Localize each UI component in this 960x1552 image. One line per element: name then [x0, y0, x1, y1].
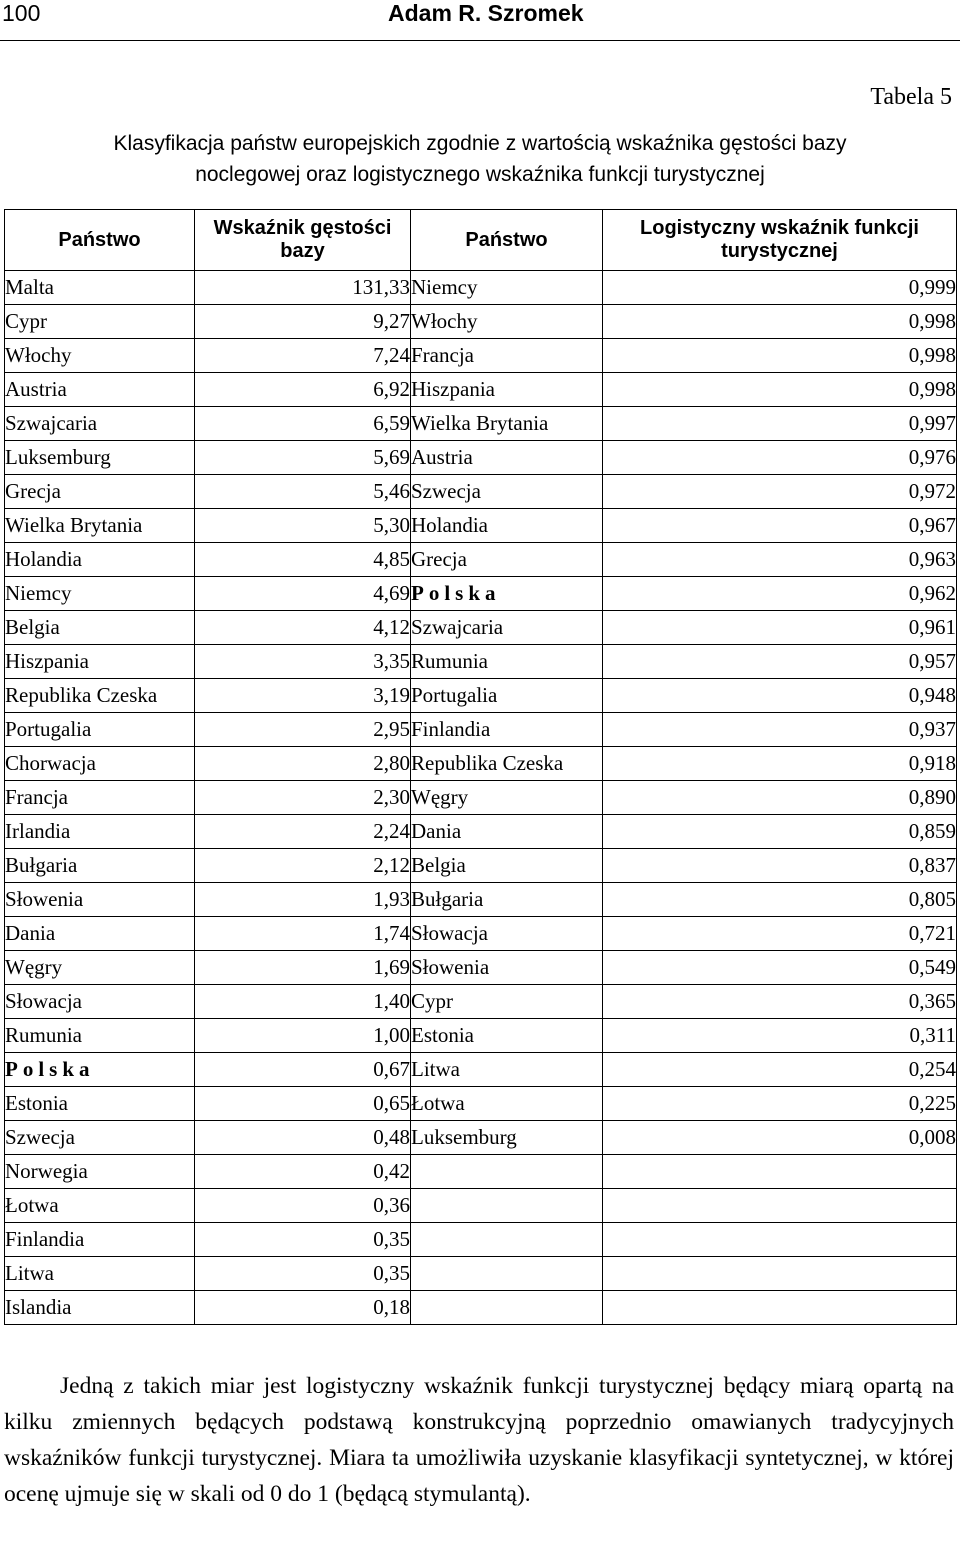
table-row — [5, 1257, 957, 1291]
cell-logistic-text: 0,957 — [908, 649, 956, 673]
cell-country-a — [5, 1291, 195, 1325]
cell-country-a-text: Polska — [5, 1057, 95, 1081]
cell-density-text: 6,92 — [373, 377, 410, 401]
cell-country-a — [5, 1223, 195, 1257]
table-title-line-1: Klasyfikacja państw europejskich zgodnie z wartością wskaźnika gęstości bazy — [113, 132, 847, 155]
cell-country-b-text: Szwecja — [411, 479, 481, 503]
column-header-country-a: Państwo — [5, 210, 195, 271]
cell-density — [195, 543, 411, 577]
cell-country-a-text: Belgia — [5, 615, 60, 639]
cell-density — [195, 1189, 411, 1223]
cell-logistic-text: 0,937 — [908, 717, 956, 741]
cell-density — [195, 305, 411, 339]
cell-country-b-text: Grecja — [411, 547, 467, 571]
cell-country-a — [5, 577, 195, 611]
cell-density — [195, 407, 411, 441]
cell-country-b — [411, 1155, 603, 1189]
table-row — [5, 951, 957, 985]
cell-country-b-text: Wielka Brytania — [411, 411, 549, 435]
table-row — [5, 747, 957, 781]
cell-logistic — [603, 917, 957, 951]
cell-country-b-text: Łotwa — [411, 1091, 465, 1115]
cell-density — [195, 1087, 411, 1121]
cell-country-b — [411, 849, 603, 883]
cell-logistic-text: 0,999 — [908, 275, 956, 299]
table-row — [5, 1121, 957, 1155]
cell-country-b — [411, 645, 603, 679]
cell-density — [195, 611, 411, 645]
table-row — [5, 305, 957, 339]
cell-country-a-text: Cypr — [5, 309, 47, 333]
cell-country-a-text: Austria — [5, 377, 67, 401]
cell-density-text: 1,69 — [373, 955, 410, 979]
table-row — [5, 271, 957, 305]
table-row — [5, 577, 957, 611]
cell-country-b-text: Luksemburg — [411, 1125, 517, 1149]
cell-logistic-text: 0,254 — [908, 1057, 956, 1081]
cell-country-b — [411, 951, 603, 985]
cell-logistic-text: 0,962 — [908, 581, 956, 605]
cell-density — [195, 1223, 411, 1257]
cell-country-a — [5, 407, 195, 441]
cell-country-a — [5, 509, 195, 543]
cell-logistic — [603, 339, 957, 373]
cell-country-a-text: Słowenia — [5, 887, 84, 911]
cell-density-text: 2,24 — [373, 819, 410, 843]
cell-density-text: 7,24 — [373, 343, 410, 367]
cell-density-text: 0,67 — [373, 1057, 410, 1081]
cell-country-b-text: Republika Czeska — [411, 751, 564, 775]
cell-country-a — [5, 679, 195, 713]
cell-country-a-text: Niemcy — [5, 581, 72, 605]
cell-density — [195, 1019, 411, 1053]
cell-logistic-text: 0,961 — [908, 615, 956, 639]
cell-country-b-text: Bułgaria — [411, 887, 484, 911]
cell-logistic-text: 0,972 — [908, 479, 956, 503]
cell-logistic — [603, 1223, 957, 1257]
cell-logistic — [603, 1121, 957, 1155]
cell-country-b — [411, 747, 603, 781]
cell-logistic — [603, 475, 957, 509]
cell-logistic-text: 0,998 — [908, 377, 956, 401]
cell-logistic-text: 0,997 — [908, 411, 956, 435]
cell-density-text: 5,69 — [373, 445, 410, 469]
cell-density-text: 4,69 — [373, 581, 410, 605]
cell-density — [195, 679, 411, 713]
cell-logistic — [603, 747, 957, 781]
cell-country-b — [411, 1291, 603, 1325]
cell-country-a-text: Słowacja — [5, 989, 82, 1013]
cell-country-a-text: Dania — [5, 921, 56, 945]
cell-country-a — [5, 645, 195, 679]
cell-logistic — [603, 883, 957, 917]
cell-density-text: 0,42 — [373, 1159, 410, 1183]
cell-density-text: 6,59 — [373, 411, 410, 435]
cell-country-a — [5, 441, 195, 475]
cell-density-text: 2,30 — [373, 785, 410, 809]
table-body — [5, 271, 957, 1325]
cell-logistic — [603, 1257, 957, 1291]
cell-country-b — [411, 271, 603, 305]
cell-country-b-text: Polska — [411, 581, 501, 605]
cell-country-b — [411, 1053, 603, 1087]
table-row — [5, 883, 957, 917]
cell-logistic-text: 0,963 — [908, 547, 956, 571]
cell-country-a-text: Węgry — [5, 955, 63, 979]
cell-country-a-text: Wielka Brytania — [5, 513, 143, 537]
cell-density — [195, 373, 411, 407]
cell-density — [195, 713, 411, 747]
cell-country-a-text: Grecja — [5, 479, 61, 503]
cell-country-b-text: Słowenia — [411, 955, 490, 979]
cell-logistic-text: 0,967 — [908, 513, 956, 537]
cell-country-b — [411, 883, 603, 917]
cell-logistic-text: 0,721 — [908, 921, 956, 945]
cell-country-a-text: Chorwacja — [5, 751, 96, 775]
cell-country-a — [5, 339, 195, 373]
column-header-density: Wskaźnik gęstości bazy — [195, 210, 411, 271]
cell-logistic — [603, 985, 957, 1019]
cell-logistic-text: 0,549 — [908, 955, 956, 979]
cell-logistic — [603, 1155, 957, 1189]
table-title-line-2: noclegowej oraz logistycznego wskaźnika funkcji turystycznej — [195, 163, 765, 186]
table-row — [5, 475, 957, 509]
cell-country-a — [5, 1257, 195, 1291]
table-row — [5, 407, 957, 441]
cell-logistic — [603, 815, 957, 849]
cell-density — [195, 1291, 411, 1325]
cell-country-b-text: Niemcy — [411, 275, 478, 299]
cell-density-text: 1,00 — [373, 1023, 410, 1047]
table-row — [5, 1019, 957, 1053]
cell-logistic-text: 0,948 — [908, 683, 956, 707]
table-number: Tabela 5 — [870, 84, 952, 110]
cell-country-b — [411, 611, 603, 645]
table-row — [5, 679, 957, 713]
cell-logistic — [603, 951, 957, 985]
cell-country-b-text: Włochy — [411, 309, 478, 333]
table-header-row — [5, 210, 957, 271]
cell-density-text: 2,95 — [373, 717, 410, 741]
table-row — [5, 1291, 957, 1325]
table-row — [5, 1223, 957, 1257]
cell-density — [195, 985, 411, 1019]
cell-density — [195, 441, 411, 475]
cell-logistic — [603, 713, 957, 747]
cell-density-text: 3,19 — [373, 683, 410, 707]
cell-country-a — [5, 271, 195, 305]
cell-country-a — [5, 713, 195, 747]
cell-country-b — [411, 543, 603, 577]
cell-country-b-text: Cypr — [411, 989, 453, 1013]
cell-country-b-text: Austria — [411, 445, 473, 469]
table-row — [5, 339, 957, 373]
cell-country-b-text: Holandia — [411, 513, 488, 537]
cell-density-text: 0,65 — [373, 1091, 410, 1115]
cell-density — [195, 475, 411, 509]
cell-density — [195, 747, 411, 781]
cell-country-a — [5, 883, 195, 917]
cell-density-text: 1,93 — [373, 887, 410, 911]
cell-density — [195, 1053, 411, 1087]
cell-country-b-text: Słowacja — [411, 921, 488, 945]
cell-country-b — [411, 305, 603, 339]
cell-density-text: 0,18 — [373, 1295, 410, 1319]
cell-country-a-text: Republika Czeska — [5, 683, 158, 707]
cell-logistic-text: 0,225 — [908, 1091, 956, 1115]
cell-country-b — [411, 1121, 603, 1155]
column-header-country-b: Państwo — [411, 210, 603, 271]
cell-logistic — [603, 1087, 957, 1121]
cell-country-a — [5, 917, 195, 951]
cell-density — [195, 509, 411, 543]
table-row — [5, 1189, 957, 1223]
classification-table — [4, 209, 957, 1325]
cell-country-b — [411, 441, 603, 475]
cell-density-text: 2,12 — [373, 853, 410, 877]
cell-country-a-text: Malta — [5, 275, 54, 299]
cell-density — [195, 339, 411, 373]
cell-country-b-text: Rumunia — [411, 649, 488, 673]
cell-country-b-text: Hiszpania — [411, 377, 495, 401]
cell-country-a-text: Szwecja — [5, 1125, 75, 1149]
cell-country-b — [411, 577, 603, 611]
table-row — [5, 713, 957, 747]
cell-country-b — [411, 781, 603, 815]
cell-country-a — [5, 815, 195, 849]
cell-logistic-text: 0,918 — [908, 751, 956, 775]
cell-density — [195, 577, 411, 611]
cell-density-text: 4,12 — [373, 615, 410, 639]
table-row — [5, 781, 957, 815]
cell-density — [195, 849, 411, 883]
cell-country-b — [411, 1087, 603, 1121]
cell-country-b — [411, 679, 603, 713]
cell-density-text: 4,85 — [373, 547, 410, 571]
cell-country-a-text: Norwegia — [5, 1159, 88, 1183]
cell-country-b — [411, 339, 603, 373]
cell-logistic — [603, 543, 957, 577]
cell-logistic — [603, 577, 957, 611]
cell-country-a — [5, 1189, 195, 1223]
cell-density — [195, 1257, 411, 1291]
cell-density-text: 9,27 — [373, 309, 410, 333]
cell-density — [195, 951, 411, 985]
cell-country-a — [5, 1155, 195, 1189]
page-number: 100 — [2, 0, 41, 26]
running-author: Adam R. Szromek — [388, 0, 584, 26]
cell-density — [195, 645, 411, 679]
table-title — [0, 128, 960, 190]
cell-country-b-text: Węgry — [411, 785, 469, 809]
cell-logistic — [603, 1019, 957, 1053]
cell-country-a — [5, 1087, 195, 1121]
cell-density — [195, 271, 411, 305]
cell-country-b — [411, 1223, 603, 1257]
cell-country-a — [5, 849, 195, 883]
cell-logistic — [603, 271, 957, 305]
cell-density-text: 5,30 — [373, 513, 410, 537]
cell-country-b — [411, 1257, 603, 1291]
cell-country-b-text: Estonia — [411, 1023, 474, 1047]
table-row — [5, 509, 957, 543]
page-header — [0, 0, 960, 40]
cell-country-a — [5, 1053, 195, 1087]
cell-country-b — [411, 509, 603, 543]
cell-country-a — [5, 781, 195, 815]
cell-country-b-text: Portugalia — [411, 683, 498, 707]
cell-logistic — [603, 781, 957, 815]
cell-density — [195, 917, 411, 951]
cell-logistic — [603, 611, 957, 645]
cell-logistic — [603, 1053, 957, 1087]
cell-density-text: 1,40 — [373, 989, 410, 1013]
cell-country-b — [411, 985, 603, 1019]
cell-country-a-text: Finlandia — [5, 1227, 85, 1251]
cell-country-a — [5, 373, 195, 407]
cell-country-a — [5, 747, 195, 781]
cell-logistic — [603, 679, 957, 713]
cell-country-a — [5, 985, 195, 1019]
cell-density-text: 131,33 — [352, 275, 410, 299]
cell-country-a-text: Litwa — [5, 1261, 54, 1285]
cell-country-a — [5, 543, 195, 577]
cell-country-a-text: Holandia — [5, 547, 82, 571]
cell-country-a-text: Francja — [5, 785, 68, 809]
cell-logistic — [603, 373, 957, 407]
cell-logistic — [603, 645, 957, 679]
cell-country-b-text: Litwa — [411, 1057, 460, 1081]
cell-country-a-text: Portugalia — [5, 717, 92, 741]
cell-density — [195, 1121, 411, 1155]
cell-country-a-text: Szwajcaria — [5, 411, 98, 435]
cell-logistic — [603, 441, 957, 475]
cell-country-a — [5, 1121, 195, 1155]
cell-logistic-text: 0,365 — [908, 989, 956, 1013]
cell-country-b — [411, 373, 603, 407]
table-row — [5, 645, 957, 679]
cell-density — [195, 1155, 411, 1189]
cell-density — [195, 883, 411, 917]
cell-country-b — [411, 815, 603, 849]
cell-country-b-text: Francja — [411, 343, 474, 367]
cell-country-b-text: Finlandia — [411, 717, 491, 741]
table-row — [5, 611, 957, 645]
cell-country-b — [411, 1019, 603, 1053]
cell-country-b-text: Szwajcaria — [411, 615, 504, 639]
cell-country-a-text: Bułgaria — [5, 853, 78, 877]
table-row — [5, 1155, 957, 1189]
table-row — [5, 985, 957, 1019]
body-paragraph: Jedną z takich miar jest logistyczny wskaźnik funkcji turystycznej będący miarą opartą na kilku zmiennych będących podstawą konstrukcyjną poprzednio omawianych tradycyjnych wskaźników funkcji turystycznej. Miara ta umożliwiła uzyskanie klasyfikacji syntetycznej, w której ocenę ujmuje się w skali od 0 do 1 (będącą stymulantą). — [4, 1373, 954, 1507]
cell-country-a-text: Rumunia — [5, 1023, 82, 1047]
cell-country-a-text: Estonia — [5, 1091, 68, 1115]
cell-country-a-text: Irlandia — [5, 819, 71, 843]
cell-logistic-text: 0,008 — [908, 1125, 956, 1149]
table-row — [5, 849, 957, 883]
cell-density-text: 0,35 — [373, 1227, 410, 1251]
cell-logistic-text: 0,890 — [908, 785, 956, 809]
cell-density-text: 2,80 — [373, 751, 410, 775]
column-header-logistic: Logistyczny wskaźnik funkcji turystycznej — [603, 210, 957, 271]
cell-logistic-text: 0,998 — [908, 309, 956, 333]
cell-density-text: 3,35 — [373, 649, 410, 673]
table-row — [5, 543, 957, 577]
body-text — [4, 1368, 954, 1512]
cell-logistic — [603, 1291, 957, 1325]
cell-country-a — [5, 305, 195, 339]
header-rule — [0, 40, 960, 41]
cell-logistic-text: 0,837 — [908, 853, 956, 877]
cell-country-b — [411, 917, 603, 951]
cell-logistic-text: 0,805 — [908, 887, 956, 911]
table-row — [5, 441, 957, 475]
cell-country-a — [5, 475, 195, 509]
table-row — [5, 815, 957, 849]
cell-density-text: 0,48 — [373, 1125, 410, 1149]
cell-country-a-text: Hiszpania — [5, 649, 89, 673]
cell-country-b — [411, 1189, 603, 1223]
cell-logistic — [603, 305, 957, 339]
table-row — [5, 1087, 957, 1121]
cell-logistic-text: 0,859 — [908, 819, 956, 843]
cell-logistic — [603, 849, 957, 883]
cell-country-a — [5, 1019, 195, 1053]
cell-country-b — [411, 407, 603, 441]
cell-logistic-text: 0,998 — [908, 343, 956, 367]
cell-logistic-text: 0,311 — [909, 1023, 956, 1047]
table-row — [5, 373, 957, 407]
cell-density-text: 5,46 — [373, 479, 410, 503]
cell-density-text: 0,36 — [373, 1193, 410, 1217]
cell-country-a-text: Włochy — [5, 343, 72, 367]
cell-country-b-text: Belgia — [411, 853, 466, 877]
cell-country-a-text: Islandia — [5, 1295, 72, 1319]
table-row — [5, 1053, 957, 1087]
cell-country-b — [411, 475, 603, 509]
cell-logistic-text: 0,976 — [908, 445, 956, 469]
cell-country-b-text: Dania — [411, 819, 462, 843]
table-row — [5, 917, 957, 951]
cell-logistic — [603, 1189, 957, 1223]
cell-country-a-text: Luksemburg — [5, 445, 111, 469]
cell-density-text: 1,74 — [373, 921, 410, 945]
cell-density-text: 0,35 — [373, 1261, 410, 1285]
cell-logistic — [603, 407, 957, 441]
cell-density — [195, 781, 411, 815]
cell-country-b — [411, 713, 603, 747]
cell-density — [195, 815, 411, 849]
cell-logistic — [603, 509, 957, 543]
cell-country-a — [5, 611, 195, 645]
cell-country-a — [5, 951, 195, 985]
cell-country-a-text: Łotwa — [5, 1193, 59, 1217]
